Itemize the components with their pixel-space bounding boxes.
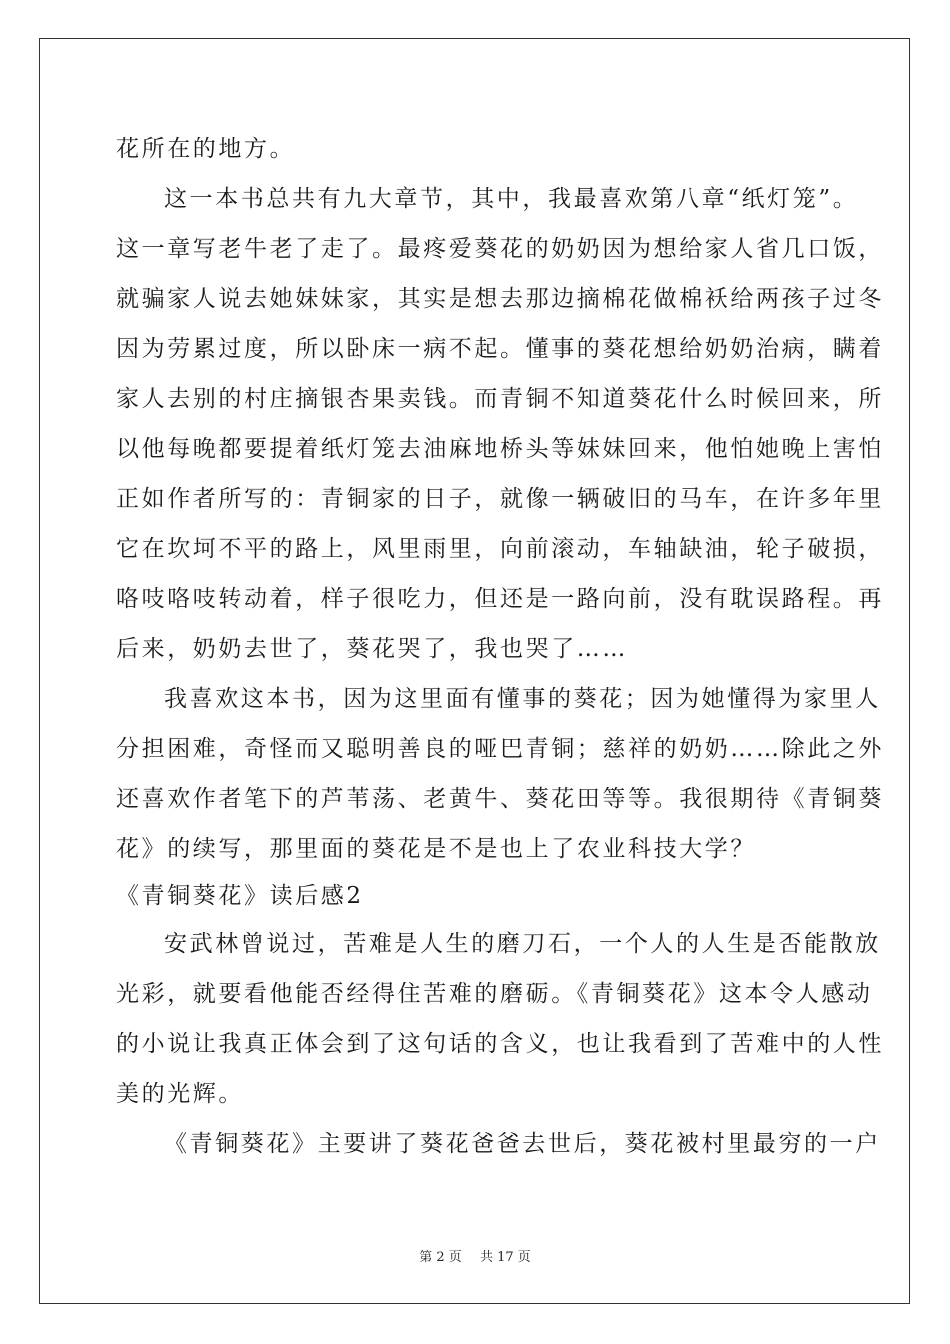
text-line: 的小说让我真正体会到了这句话的含义，也让我看到了苦难中的人性 bbox=[116, 1031, 884, 1057]
text-line: 它在坎坷不平的路上，风里雨里，向前滚动，车轴缺油，轮子破损， bbox=[116, 536, 884, 562]
text-line: 还喜欢作者笔下的芦苇荡、老黄牛、葵花田等等。我很期待《青铜葵 bbox=[116, 786, 884, 812]
text-line: 因为劳累过度，所以卧床一病不起。懂事的葵花想给奶奶治病，瞒着 bbox=[116, 336, 884, 362]
text-line: 美的光辉。 bbox=[116, 1081, 244, 1107]
text-line: 正如作者所写的：青铜家的日子，就像一辆破旧的马车，在许多年里 bbox=[116, 486, 884, 512]
page-border bbox=[39, 38, 910, 1304]
paragraph-first-line: 安武林曾说过，苦难是人生的磨刀石，一个人的人生是否能散放 bbox=[164, 931, 881, 957]
page-number: 第 2 页 bbox=[419, 1250, 462, 1265]
text-line: 就骗家人说去她妹妹家，其实是想去那边摘棉花做棉袄给两孩子过冬 bbox=[116, 286, 884, 312]
text-line: 这一章写老牛老了走了。最疼爱葵花的奶奶因为想给家人省几口饭， bbox=[116, 236, 884, 262]
text-line: 家人去别的村庄摘银杏果卖钱。而青铜不知道葵花什么时候回来，所 bbox=[116, 386, 884, 412]
page-total: 共 17 页 bbox=[479, 1250, 531, 1265]
text-line: 光彩，就要看他能否经得住苦难的磨砺。《青铜葵花》这本令人感动 bbox=[116, 981, 873, 1007]
text-line: 咯吱咯吱转动着，样子很吃力，但还是一路向前，没有耽误路程。再 bbox=[116, 586, 884, 612]
text-line: 以他每晚都要提着纸灯笼去油麻地桥头等妹妹回来，他怕她晚上害怕 bbox=[116, 436, 884, 462]
text-line: 花》的续写，那里面的葵花是不是也上了农业科技大学？ bbox=[116, 836, 756, 862]
paragraph-first-line: 我喜欢这本书，因为这里面有懂事的葵花；因为她懂得为家里人 bbox=[164, 686, 881, 712]
page-footer bbox=[0, 1246, 950, 1265]
paragraph-first-line: 这一本书总共有九大章节，其中，我最喜欢第八章“纸灯笼”。 bbox=[164, 186, 859, 212]
paragraph-first-line: 《青铜葵花》主要讲了葵花爸爸去世后，葵花被村里最穷的一户 bbox=[164, 1131, 881, 1157]
text-line: 花所在的地方。 bbox=[116, 136, 296, 162]
text-line: 后来，奶奶去世了，葵花哭了，我也哭了…… bbox=[116, 636, 628, 662]
text-line: 分担困难，奇怪而又聪明善良的哑巴青铜；慈祥的奶奶……除此之外 bbox=[116, 736, 884, 762]
section-heading: 《青铜葵花》读后感2 bbox=[116, 883, 364, 909]
